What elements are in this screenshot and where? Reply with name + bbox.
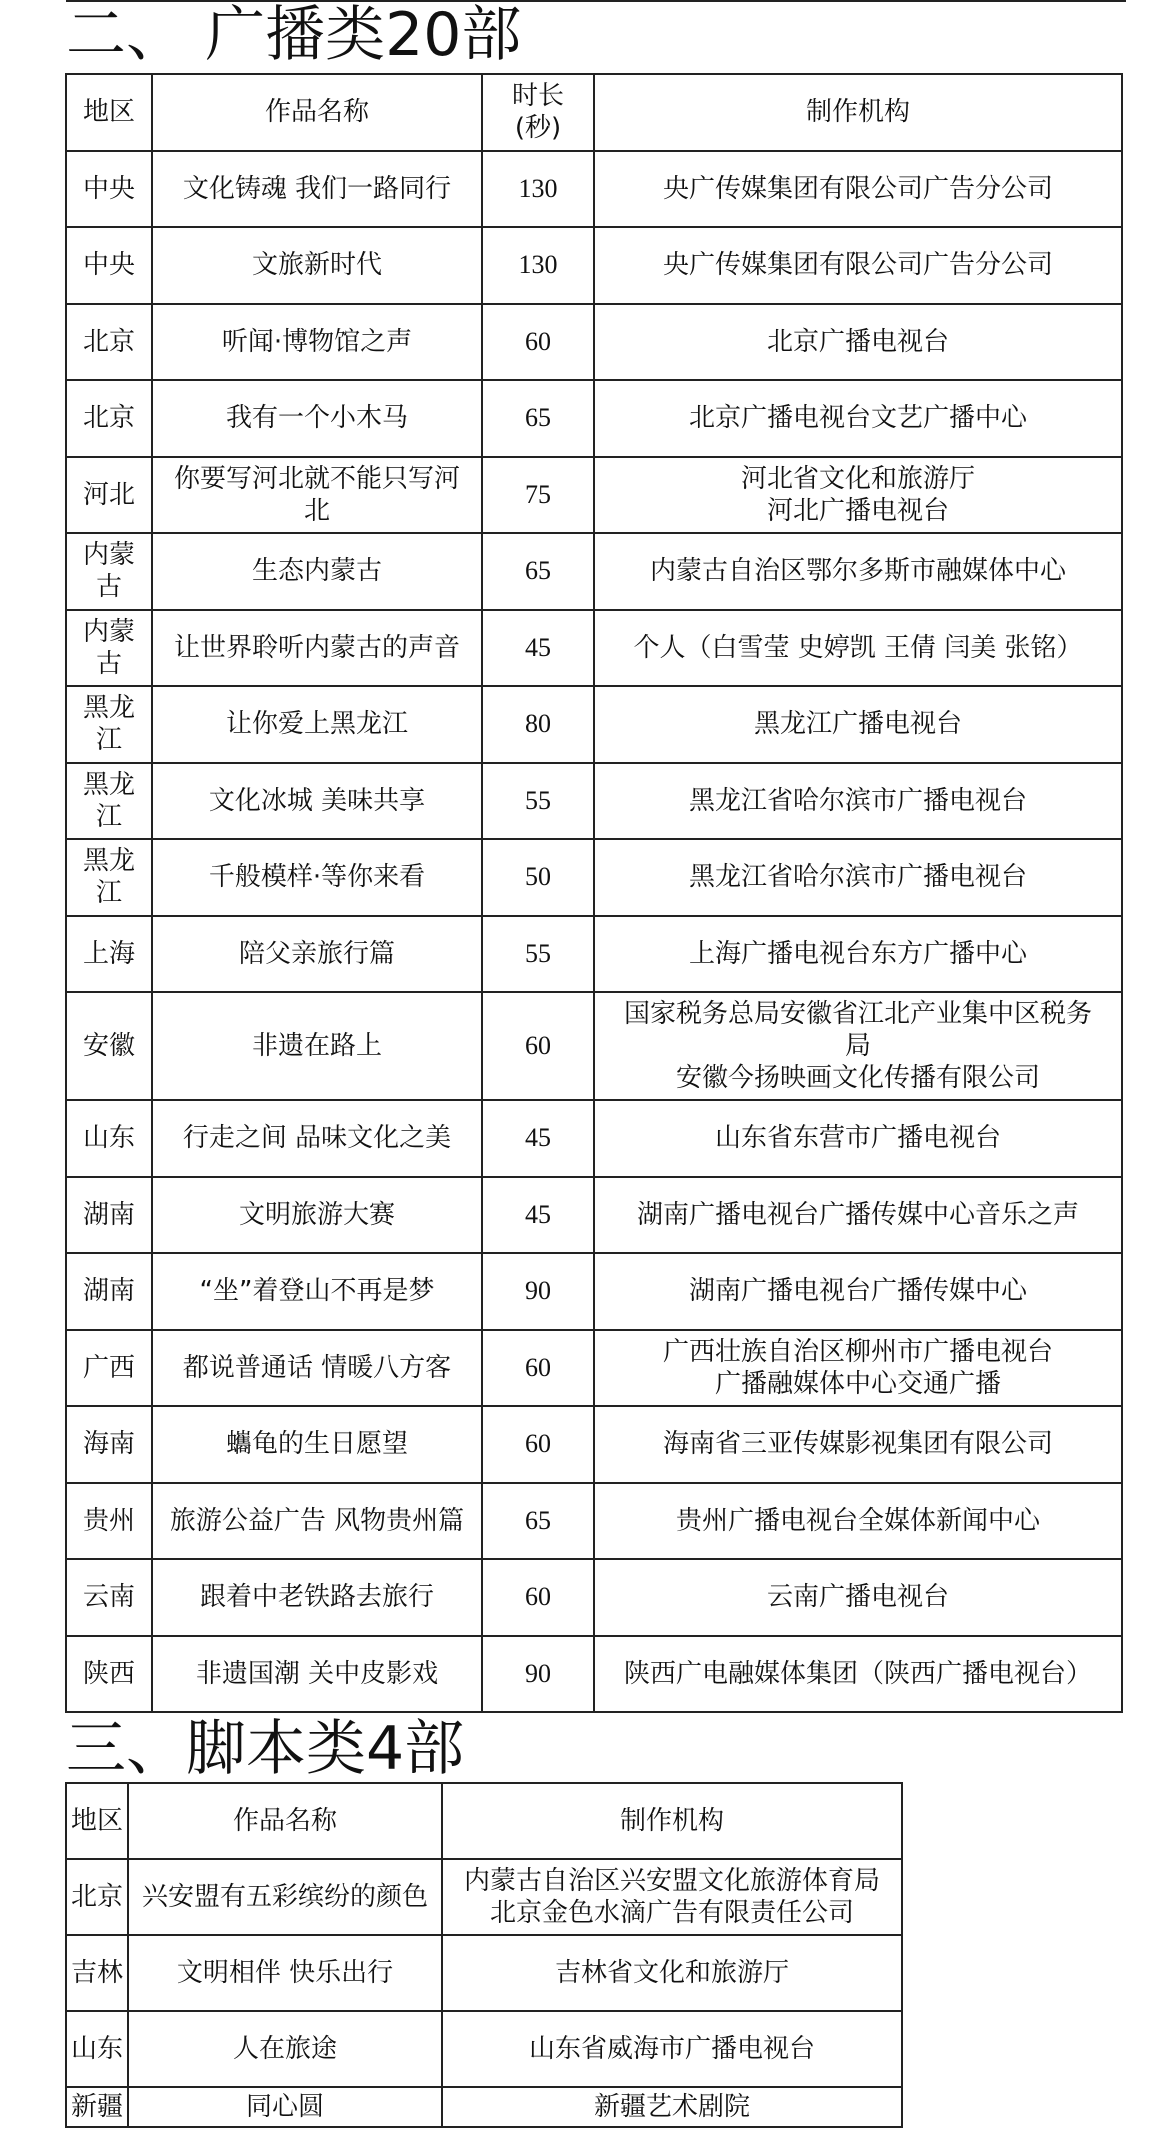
cell-org-line: 北京广播电视台: [766, 326, 949, 357]
cell-work: [152, 1100, 482, 1177]
table-row: [66, 839, 1122, 916]
cell-region-line: 古: [95, 648, 122, 679]
cell-work-line: 非遗国潮 关中皮影戏: [195, 1658, 439, 1689]
cell-region-line: 中央: [82, 173, 135, 204]
cell-duration: 45: [482, 1100, 594, 1177]
header-org: 制作机构: [442, 1783, 902, 1859]
cell-org-line: 内蒙古自治区兴安盟文化旅游体育局: [463, 1866, 880, 1896]
cell-org-line: 央广传媒集团有限公司广告分公司: [662, 173, 1053, 204]
broadcast-table: [65, 73, 1123, 1713]
cell-duration: 45: [482, 610, 594, 687]
table-row: [66, 1253, 1122, 1330]
cell-region: [66, 610, 152, 687]
cell-region-line: 湖南: [82, 1276, 135, 1307]
cell-org: [442, 2087, 902, 2127]
cell-org: [594, 380, 1122, 457]
cell-work: [128, 1935, 442, 2011]
cell-duration: 90: [482, 1253, 594, 1330]
cell-duration: 60: [482, 992, 594, 1100]
cell-region: [66, 1559, 152, 1636]
cell-work: [128, 2011, 442, 2087]
cell-org-line: 黑龙江省哈尔滨市广播电视台: [688, 785, 1027, 816]
cell-org-line: 局: [844, 1031, 871, 1061]
cell-org: [442, 1859, 902, 1935]
cell-region: [66, 1406, 152, 1483]
header-duration-line1: 时长: [511, 81, 564, 112]
cell-org: [594, 533, 1122, 610]
cell-org: [594, 227, 1122, 304]
cell-region-line: 山东: [82, 1123, 135, 1154]
cell-work-line: 都说普通话 情暖八方客: [182, 1352, 452, 1383]
cell-region-line: 吉林: [70, 1958, 123, 1988]
cell-org-line: 吉林省文化和旅游厅: [554, 1958, 789, 1988]
table-row: [66, 1483, 1122, 1560]
cell-org: [594, 304, 1122, 381]
cell-work: [152, 1330, 482, 1407]
cell-work-line: 让你爱上黑龙江: [225, 709, 408, 740]
cell-work: [152, 304, 482, 381]
table-row: [66, 1330, 1122, 1407]
cell-work-line: 非遗在路上: [251, 1031, 382, 1061]
cell-org-line: 湖南广播电视台广播传媒中心音乐之声: [636, 1199, 1079, 1230]
table-row: [66, 380, 1122, 457]
cell-work: [152, 151, 482, 228]
cell-org-line: 山东省威海市广播电视台: [528, 2034, 815, 2064]
cell-work-line: 行走之间 品味文化之美: [182, 1123, 452, 1154]
table-row: [66, 533, 1122, 610]
cell-duration: 60: [482, 1559, 594, 1636]
table-row: [66, 2087, 902, 2127]
cell-region-line: 中央: [82, 250, 135, 281]
cell-work-line: 千般模样·等你来看: [208, 862, 426, 893]
cell-duration: 55: [482, 763, 594, 840]
cell-org: [594, 457, 1122, 534]
cell-org-line: 贵州广播电视台全媒体新闻中心: [675, 1505, 1040, 1536]
cell-work-line: 我有一个小木马: [225, 403, 408, 434]
cell-region-line: 黑龙: [82, 693, 135, 724]
cell-region: [66, 457, 152, 534]
cell-region-line: 陕西: [82, 1658, 135, 1689]
table-row: [66, 1406, 1122, 1483]
cell-region: [66, 1636, 152, 1713]
cell-region-line: 江: [95, 801, 122, 832]
cell-work-line: 陪父亲旅行篇: [238, 938, 395, 969]
table-row: [66, 1559, 1122, 1636]
header-work: 作品名称: [152, 74, 482, 151]
header-region: 地区: [66, 74, 152, 151]
cell-org: [594, 1253, 1122, 1330]
cell-duration: 75: [482, 457, 594, 534]
cell-work-line: 文明相伴 快乐出行: [176, 1958, 394, 1988]
cell-work: [152, 686, 482, 763]
cell-region-line: 广西: [82, 1352, 135, 1383]
cell-work: [152, 1559, 482, 1636]
cell-org: [594, 1406, 1122, 1483]
cell-org-line: 河北广播电视台: [766, 495, 949, 526]
cell-work-line: 文明旅游大赛: [238, 1199, 395, 1230]
cell-org-line: 广播融媒体中心交通广播: [714, 1368, 1001, 1399]
cell-work: [152, 1406, 482, 1483]
cell-region-line: 湖南: [82, 1199, 135, 1230]
cell-region-line: 黑龙: [82, 846, 135, 877]
cell-duration: 65: [482, 380, 594, 457]
cell-work-line: 让世界聆听内蒙古的声音: [173, 632, 460, 663]
table-row: [66, 1100, 1122, 1177]
cell-org: [594, 610, 1122, 687]
header-org: 制作机构: [594, 74, 1122, 151]
cell-org: [594, 763, 1122, 840]
cell-work-line: 兴安盟有五彩缤纷的颜色: [141, 1882, 428, 1912]
table-header-row: [66, 74, 1122, 151]
cell-work-line: 旅游公益广告 风物贵州篇: [169, 1505, 465, 1536]
cell-org: [594, 1100, 1122, 1177]
cell-work-line: 听闻·博物馆之声: [221, 326, 413, 357]
cell-region: [66, 1483, 152, 1560]
cell-org: [594, 1330, 1122, 1407]
section-3-title: 三、脚本类4部: [66, 1714, 465, 1784]
table-row: [66, 686, 1122, 763]
cell-org: [594, 151, 1122, 228]
cell-org: [442, 2011, 902, 2087]
header-work: 作品名称: [128, 1783, 442, 1859]
cell-work-line: “坐”着登山不再是梦: [199, 1276, 435, 1307]
table-row: [66, 151, 1122, 228]
cell-org-line: 黑龙江省哈尔滨市广播电视台: [688, 862, 1027, 893]
cell-work: [152, 916, 482, 993]
cell-region-line: 海南: [82, 1429, 135, 1460]
cell-work-line: 同心圆: [245, 2092, 324, 2122]
cell-org-line: 国家税务总局安徽省江北产业集中区税务: [623, 999, 1092, 1029]
cell-region: [66, 2087, 128, 2127]
cell-region-line: 北京: [82, 326, 135, 357]
cell-region-line: 云南: [82, 1582, 135, 1613]
cell-region-line: 山东: [70, 2034, 123, 2064]
cell-work: [152, 457, 482, 534]
cell-region: [66, 916, 152, 993]
cell-org: [594, 992, 1122, 1100]
cell-org-line: 北京金色水滴广告有限责任公司: [489, 1898, 854, 1928]
cell-region: [66, 227, 152, 304]
cell-region: [66, 1330, 152, 1407]
cell-region: [66, 763, 152, 840]
cell-org-line: 山东省东营市广播电视台: [714, 1123, 1001, 1154]
cell-org-line: 陕西广电融媒体集团（陕西广播电视台）: [623, 1658, 1092, 1689]
cell-work: [152, 227, 482, 304]
cell-org-line: 上海广播电视台东方广播中心: [688, 938, 1027, 969]
cell-work-line: 文化铸魂 我们一路同行: [182, 173, 452, 204]
cell-org: [594, 1636, 1122, 1713]
cell-region: [66, 1859, 128, 1935]
table-row: [66, 457, 1122, 534]
cell-org-line: 安徽今扬映画文化传播有限公司: [675, 1063, 1040, 1093]
cell-region: [66, 686, 152, 763]
cell-work: [152, 1636, 482, 1713]
table-row: [66, 1636, 1122, 1713]
table-row: [66, 763, 1122, 840]
cell-region: [66, 992, 152, 1100]
cell-region: [66, 1177, 152, 1254]
cell-org-line: 北京广播电视台文艺广播中心: [688, 403, 1027, 434]
table-row: [66, 992, 1122, 1100]
cell-org-line: 内蒙古自治区鄂尔多斯市融媒体中心: [649, 556, 1066, 587]
cell-region: [66, 304, 152, 381]
cell-org-line: 湖南广播电视台广播传媒中心: [688, 1276, 1027, 1307]
cell-duration: 60: [482, 1406, 594, 1483]
cell-region-line: 北京: [70, 1882, 123, 1912]
cell-work-line: 北: [303, 495, 330, 526]
cell-work: [152, 1253, 482, 1330]
cell-org-line: 云南广播电视台: [766, 1582, 949, 1613]
table-header-row: [66, 1783, 902, 1859]
cell-region: [66, 1253, 152, 1330]
cell-region-line: 江: [95, 878, 122, 909]
cell-region: [66, 2011, 128, 2087]
cell-region: [66, 839, 152, 916]
table-row: [66, 1935, 902, 2011]
cell-duration: 130: [482, 151, 594, 228]
cell-org: [442, 1935, 902, 2011]
cell-org: [594, 686, 1122, 763]
cell-duration: 130: [482, 227, 594, 304]
section-2-title: 二、 广播类20部: [66, 0, 522, 70]
cell-work-line: 蠵龟的生日愿望: [225, 1429, 408, 1460]
cell-duration: 45: [482, 1177, 594, 1254]
cell-duration: 90: [482, 1636, 594, 1713]
cell-org: [594, 1483, 1122, 1560]
cell-region-line: 北京: [82, 403, 135, 434]
cell-region: [66, 380, 152, 457]
cell-work: [152, 610, 482, 687]
cell-region-line: 安徽: [82, 1031, 135, 1061]
cell-org: [594, 839, 1122, 916]
cell-work-line: 文化冰城 美味共享: [208, 785, 426, 816]
cell-region-line: 上海: [82, 938, 135, 969]
cell-duration: 60: [482, 304, 594, 381]
cell-region-line: 新疆: [70, 2092, 123, 2122]
cell-duration: 80: [482, 686, 594, 763]
cell-duration: 60: [482, 1330, 594, 1407]
header-duration-line2: (秒): [514, 113, 562, 144]
cell-org-line: 央广传媒集团有限公司广告分公司: [662, 250, 1053, 281]
header-duration: [482, 74, 594, 151]
cell-work: [152, 1483, 482, 1560]
cell-work: [152, 839, 482, 916]
table-row: [66, 916, 1122, 993]
table-row: [66, 610, 1122, 687]
cell-work: [128, 1859, 442, 1935]
cell-org: [594, 1177, 1122, 1254]
cell-org-line: 个人（白雪莹 史婷凯 王倩 闫美 张铭）: [633, 632, 1083, 663]
cell-region-line: 江: [95, 725, 122, 756]
cell-work-line: 文旅新时代: [251, 250, 382, 281]
cell-work-line: 生态内蒙古: [251, 556, 382, 587]
cell-region-line: 古: [95, 572, 122, 603]
table-row: [66, 1177, 1122, 1254]
cell-work-line: 你要写河北就不能只写河: [173, 463, 460, 494]
cell-work: [152, 763, 482, 840]
cell-work-line: 跟着中老铁路去旅行: [199, 1582, 434, 1613]
table-row: [66, 1859, 902, 1935]
cell-work: [152, 533, 482, 610]
cell-org-line: 黑龙江广播电视台: [753, 709, 962, 740]
cell-org-line: 新疆艺术剧院: [593, 2092, 750, 2122]
table-row: [66, 304, 1122, 381]
cell-duration: 50: [482, 839, 594, 916]
cell-work-line: 人在旅途: [232, 2034, 337, 2064]
cell-work: [152, 380, 482, 457]
script-table: [65, 1782, 903, 2128]
cell-region: [66, 1100, 152, 1177]
cell-region-line: 内蒙: [82, 540, 135, 571]
cell-region-line: 河北: [82, 479, 135, 510]
table-row: [66, 2011, 902, 2087]
cell-region: [66, 151, 152, 228]
table-row: [66, 227, 1122, 304]
cell-region-line: 黑龙: [82, 769, 135, 800]
cell-work: [128, 2087, 442, 2127]
cell-duration: 65: [482, 1483, 594, 1560]
cell-org-line: 广西壮族自治区柳州市广播电视台: [662, 1336, 1053, 1367]
cell-region: [66, 1935, 128, 2011]
cell-duration: 65: [482, 533, 594, 610]
cell-work: [152, 1177, 482, 1254]
cell-org-line: 海南省三亚传媒影视集团有限公司: [662, 1429, 1053, 1460]
cell-work: [152, 992, 482, 1100]
cell-org: [594, 1559, 1122, 1636]
cell-org: [594, 916, 1122, 993]
header-region: 地区: [66, 1783, 128, 1859]
cell-region-line: 贵州: [82, 1505, 135, 1536]
cell-region-line: 内蒙: [82, 616, 135, 647]
cell-region: [66, 533, 152, 610]
cell-org-line: 河北省文化和旅游厅: [740, 463, 975, 494]
cell-duration: 55: [482, 916, 594, 993]
